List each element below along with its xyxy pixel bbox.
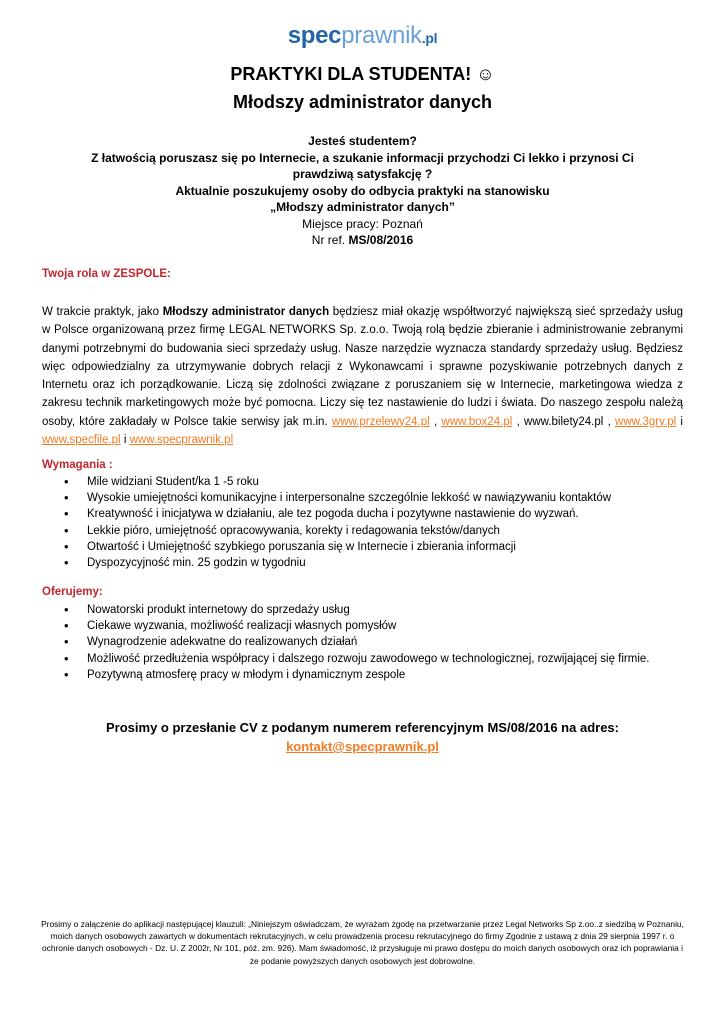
link-separator: i — [120, 434, 130, 447]
offer-list — [42, 602, 692, 683]
page-title: PRAKTYKI DLA STUDENTA! ☺ — [230, 64, 495, 84]
role-text-start: W trakcie praktyk, jako — [42, 306, 163, 318]
contact-email-link[interactable]: kontakt@specprawnik.pl — [286, 739, 439, 754]
specprawnik-logo — [0, 22, 725, 50]
link-przelewy24[interactable]: www.przelewy24.pl — [331, 415, 430, 428]
link-box24[interactable]: www.box24.pl — [441, 415, 513, 428]
list-item: • Wysokie umiejętności komunikacyjne i interpersonalne szczególnie lekkość w nawiązywaniu kontaktów — [42, 490, 692, 506]
link-separator: , www.bilety24.pl , — [512, 415, 616, 428]
position-title: Młodszy administrator danych — [232, 92, 493, 112]
intro-position: „Młodszy administrator danych” — [270, 200, 455, 214]
intro-search: Aktualnie poszukujemy osoby do odbycia praktyki na stanowisku — [175, 183, 550, 198]
work-location: Miejsce pracy: Poznań — [302, 216, 423, 231]
reference-number — [60, 232, 665, 249]
list-item: • Pozytywną atmosferę pracy w młodym i dynamicznym zespole — [42, 667, 692, 683]
list-item: • Dyspozycyjność min. 25 godzin w tygodniu — [42, 555, 692, 571]
list-item: • Wynagrodzenie adekwatne do realizowanych działań — [42, 634, 692, 650]
logo-text-prawnik: prawnik — [341, 22, 422, 49]
list-item: • Możliwość przedłużenia współpracy i dalszego rozwoju zawodowego w technologicznej, rozwijającej się firmie. — [42, 651, 692, 667]
intro-description: Z łatwością poruszasz się po Internecie, a szukanie informacji przychodzi Ci lekko i przynosi Ci prawdziwą satysfakcję ? — [91, 150, 634, 181]
list-item: • Mile widziani Student/ka 1 -5 roku — [42, 474, 692, 490]
role-heading: Twoja rola w ZESPOLE: — [42, 268, 171, 280]
requirements-list — [42, 474, 692, 571]
link-separator: , — [429, 415, 442, 428]
list-item: • Ciekawe wyzwania, możliwość realizacji własnych pomysłów — [42, 618, 692, 634]
gdpr-clause: Prosimy o załączenie do aplikacji następującej klauzuli: „Niniejszym oświadczam, że wyrażam zgodę na przetwarzanie przez Legal Networks Sp z.oo..z siedzibą w Poznaniu, moich danych osobowych zawartych w dokumentach rekrutacyjnych, w celu prowadzenia procesu rekrutacyjnego do firmy Zgodnie z ustawą z dnia 29 sierpnia 1997 r. o ochronie danych osobowych - Dz. U. Z 2002r, Nr 101, póź. zm. 926). Mam świadomość, iż przysługuje mi prawo dostępu do moich danych osobowych oraz ich poprawiania i że podanie powyższych danych osobowych jest dobrowolne. — [41, 919, 684, 966]
requirements-heading: Wymagania : — [42, 459, 113, 471]
intro-block — [60, 133, 665, 249]
role-text-body: będziesz miał okazję współtworzyć największą sieć sprzedaży usług w Polsce organizowaną przez firmę LEGAL NETWORKS Sp. z.o.o. Twoją rolą będzie zbieranie i administrowanie zebranymi danymi potrzebnymi do budowania sieci sprzedaży usług. Nasze narzędzie wyznacza standardy sprzedaży usług. Będziesz więc odpowiedzialny za utrzymywanie dobrych relacji z Wykonawcami i sprawne pozyskiwanie potrzebnych danych z Internetu oraz ich porządkowanie. Liczą się zdolności związane z poruszaniem się w Internecie, marketingowa wiedza z zakresu technik marketingowych może być pomocna. Liczy się tez nastawienie do ludzi i świata. Do naszego zespołu należą osoby, które zakładały w Polsce takie serwisy jak m.in. — [42, 306, 683, 428]
role-description — [42, 303, 683, 449]
intro-question: Jesteś studentem? — [308, 134, 417, 148]
link-3gry[interactable]: www.3gry.pl — [615, 415, 677, 428]
logo-text-pl: .pl — [421, 30, 438, 46]
list-item: • Nowatorski produkt internetowy do sprzedaży usług — [42, 602, 692, 618]
list-item: • Lekkie pióro, umiejętność opracowywania, korekty i redagowania tekstów/danych — [42, 523, 692, 539]
logo-text-spec: spec — [287, 22, 342, 49]
list-item: • Otwartość i Umiejętność szybkiego poruszania się w Internecie i zbierania informacji — [42, 539, 692, 555]
contact-email-line — [0, 739, 725, 754]
application-instruction: Prosimy o przesłanie CV z podanym numerem referencyjnym MS/08/2016 na adres: — [106, 720, 619, 735]
role-text-bold: Młodszy administrator danych — [162, 306, 330, 318]
reference-label: Nr ref. — [311, 233, 349, 247]
list-item: • Kreatywność i inicjatywa w działaniu, ale tez pogoda ducha i pozytywne nastawienie do wyzwań. — [42, 506, 692, 522]
offer-heading: Oferujemy: — [42, 586, 103, 598]
link-specprawnik[interactable]: www.specprawnik.pl — [129, 434, 234, 447]
reference-value: MS/08/2016 — [348, 233, 414, 247]
link-separator: i — [676, 415, 683, 428]
link-specfile[interactable]: www.specfile.pl — [42, 434, 121, 447]
